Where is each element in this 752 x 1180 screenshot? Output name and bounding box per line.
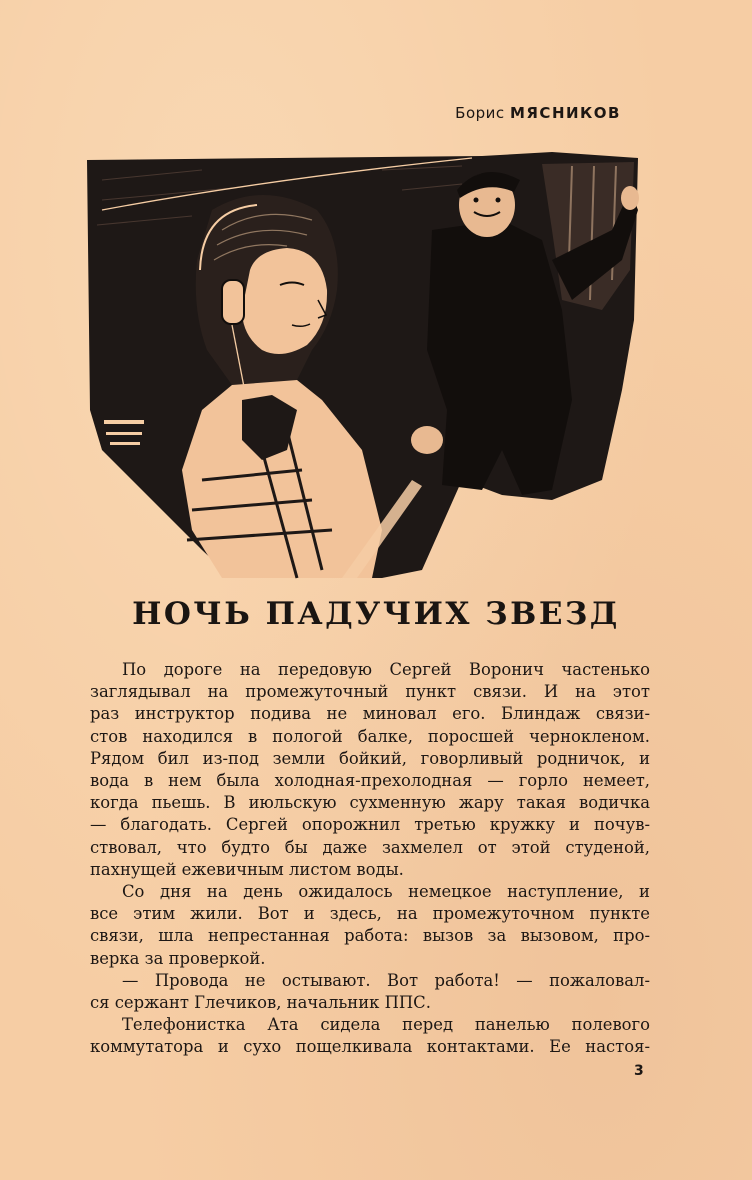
body-line: когда пьешь. В июльскую сухменную жару такая водичка <box>90 793 650 813</box>
author-first-name: Борис <box>455 104 505 122</box>
story-title: НОЧЬ ПАДУЧИХ ЗВЕЗД <box>132 596 620 632</box>
body-line: коммутатора и сухо пощелкивала контактами. Ее настоя- <box>90 1037 650 1057</box>
body-line: ся сержант Глечиков, начальник ППС. <box>90 993 431 1013</box>
body-line: — Провода не остывают. Вот работа! — пожаловал- <box>122 970 650 990</box>
author-name <box>455 104 621 122</box>
body-line: раз инструктор подива не миновал его. Блиндаж связи- <box>90 704 650 724</box>
body-line: ствовал, что будто бы даже захмелел от этой студеной, <box>90 837 650 857</box>
body-line: пахнущей ежевичным листом воды. <box>90 859 404 879</box>
body-line: Телефонистка Ата сидела перед панелью полевого <box>122 1015 650 1035</box>
author-surname: МЯСНИКОВ <box>509 104 621 122</box>
body-line: вода в нем была холодная-прехолодная — горло немеет, <box>90 771 650 791</box>
body-line: стов находился в пологой балке, поросшей чернокленом. <box>90 726 650 746</box>
body-line: По дороге на передовую Сергей Воронич частенько <box>122 660 650 679</box>
story-body <box>90 659 650 1059</box>
body-line: связи, шла непрестанная работа: вызов за вызовом, про- <box>90 926 650 946</box>
page-number: 3 <box>634 1063 644 1079</box>
body-line: все этим жили. Вот и здесь, на промежуточном пункте <box>90 904 650 924</box>
illustration-radio-operator-and-soldier <box>82 150 642 580</box>
body-line: заглядывал на промежуточный пункт связи. И на этот <box>90 682 650 702</box>
body-line: — благодать. Сергей опорожнил третью кружку и почув- <box>90 815 650 835</box>
body-line: Рядом бил из-под земли бойкий, говорливый родничок, и <box>90 748 650 768</box>
body-line: Со дня на день ожидалось немецкое наступление, и <box>122 882 650 902</box>
body-line: верка за проверкой. <box>90 948 266 968</box>
